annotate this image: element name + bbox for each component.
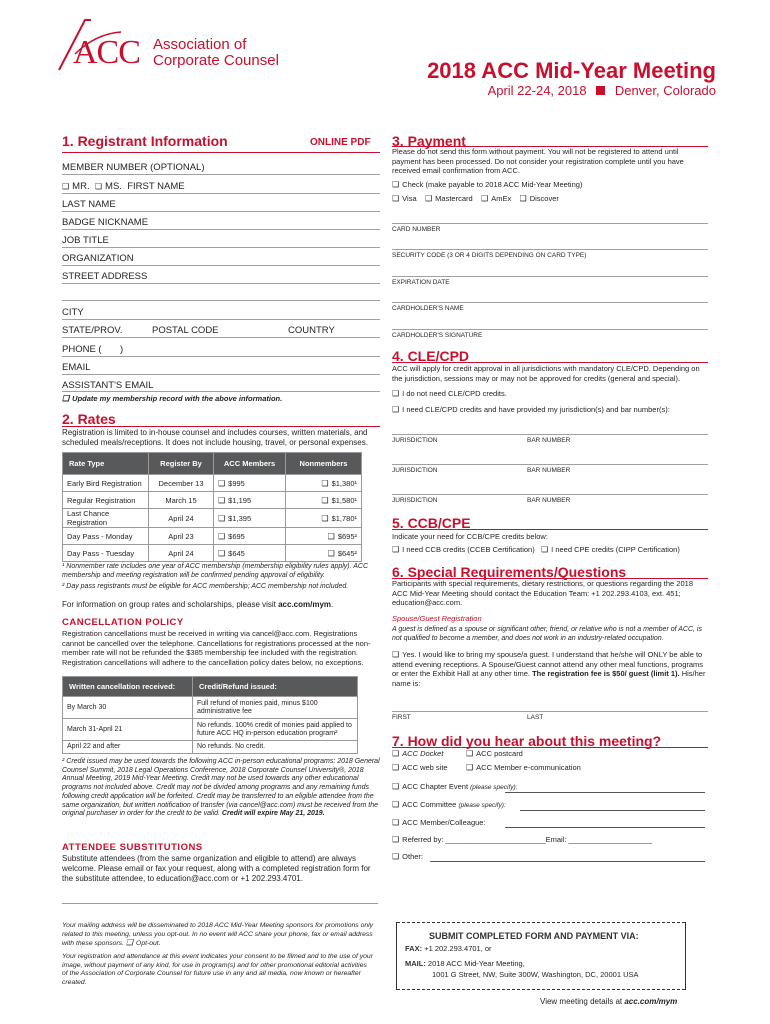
no-cle-checkbox[interactable]: ❑ [392,389,400,398]
amex-checkbox[interactable]: ❑ [481,194,489,203]
chapter-field[interactable] [505,792,705,793]
guest-first-label: FIRST [392,714,411,721]
credit-note-text: ² Credit issued may be used towards the following ACC in-person educational programs: 2018 General Counsel Summit, 2018 Legal Operations Conference, 2018 Corporate Counsel University®, 2018 Annual Meeting, 2019 Mid-Year Meeting. Credit may not be used towards any other educational programs not included above. Credit may not be divided among programs and any remaining funds following credit application will be forfeited. Credit may be transferred to an eligible attendee from the same organization, but written notification of transfer (via cancel@acc.com) must be received from the original purchaser in order for the credit to be valid. [62,758,380,818]
rate-type: Regular Registration [63,492,149,509]
mr-label: MR. [72,181,90,192]
need-cle-label: I need CLE/CPD credits and have provided my jurisdiction(s) and bar number(s): [402,405,670,414]
postcard-checkbox[interactable]: ❑ [466,749,474,758]
privacy-notice [62,922,374,949]
committee-label: ACC Committee [402,800,457,809]
group-rates-end: . [331,600,334,609]
acc-logo [55,14,285,72]
security-code-label: SECURITY CODE (3 OR 4 DIGITS DEPENDING ON CARD TYPE) [392,252,587,259]
section4-divider [392,362,708,363]
docket-label: ACC Docket [402,749,444,758]
first-name-field[interactable] [62,193,380,194]
rates-header-register-by: Register By [149,453,214,475]
check-option [392,180,582,189]
mastercard-checkbox[interactable]: ❑ [424,194,433,203]
credit-note [62,758,382,819]
rate-type: Day Pass - Tuesday [63,545,149,562]
nonmember-rate-cell [286,492,362,509]
first-name-label: FIRST NAME [127,181,185,192]
rate-type: Last Chance Registration [63,509,149,528]
committee-specify: (please specify): [458,802,506,809]
street-address-field-2[interactable] [62,300,380,301]
page-title: 2018 ACC Mid-Year Meeting [427,58,716,83]
guest-text: Yes. I would like to bring my spouse/a guest. I understand that he/she will ONLY be able to attend evening receptions. A Spouse/Guest cannot attend any other meal functions, programs or enter the Exhibit Hall at any other time. [392,650,704,678]
cancellation-table [62,676,358,754]
section2-title: 2. Rates [62,411,116,427]
cardholder-name-field[interactable] [392,302,708,303]
submit-box-top-border [397,922,685,923]
source-row-2 [392,763,448,772]
table-row [63,475,362,492]
table-row [63,741,358,754]
referred-option [392,835,652,844]
submit-box [396,922,686,990]
optout-checkbox[interactable]: ❑ [125,938,134,948]
ecomm-label: ACC Member e-communication [476,763,581,772]
chapter-checkbox[interactable]: ❑ [392,782,400,791]
credit-expiry: Credit will expire May 21, 2019. [221,810,325,818]
section5-title: 5. CCB/CPE [392,515,471,531]
group-rates-info [62,600,333,609]
nonmember-rate: $645² [337,548,357,558]
assistant-email-field[interactable] [62,391,380,392]
nonmember-rate-checkbox[interactable]: ❑ [327,531,335,541]
meeting-dates: April 22-24, 2018 [487,83,587,98]
meeting-dates-location [488,83,716,98]
cardholder-signature-field[interactable] [392,329,708,330]
expiration-date-label: EXPIRATION DATE [392,279,450,286]
amex-label: AmEx [491,194,512,203]
badge-nickname-field[interactable] [62,229,380,230]
ccb-text: Indicate your need for CCB/CPE credits below: [392,532,548,541]
logo-org-line1: Association of [153,36,247,53]
nonmember-rate-cell [286,509,362,528]
colleague-field[interactable] [505,827,705,828]
rates-note-2: ² Day pass registrants must be eligible for ACC membership; ACC membership not included. [62,583,349,590]
state-label: STATE/PROV. [62,325,123,336]
section7-divider [392,747,708,748]
jurisdiction-label: JURISDICTION [392,467,438,474]
optout-label: Opt-out. [136,940,161,948]
table-row [63,545,362,562]
member-rate-checkbox[interactable]: ❑ [218,478,226,488]
nonmember-rate-checkbox[interactable]: ❑ [321,495,329,505]
group-rates-link[interactable]: acc.com/mym [278,600,332,609]
visa-label: Visa [402,194,417,203]
mail-line-1: 2018 ACC Mid-Year Meeting, [427,959,525,968]
chapter-label: ACC Chapter Event [402,782,469,791]
view-details-link[interactable]: acc.com/mym [624,997,678,1006]
cle-text: ACC will apply for credit approval in all jurisdictions with mandatory CLE/CPD. Depending on the jurisdiction, sessions may or may not be approved for credits (general and special). [392,364,700,383]
register-by: April 23 [149,528,214,545]
privacy-text: Your mailing address will be disseminated to 2018 ACC Mid-Year Meeting sponsors for promotions only related to this meeting, unless you opt-out. In no event will ACC share your phone, fax or email address with these sponsors. [62,922,374,948]
discover-checkbox[interactable]: ❑ [519,194,527,203]
card-number-label: CARD NUMBER [392,226,441,233]
member-rate-cell [214,528,286,545]
ms-checkbox[interactable]: ❑ [94,182,103,191]
guest-fee: The registration fee is $50/ guest (limit 1). [532,669,680,678]
nonmember-rate: $1,380¹ [331,478,357,488]
member-rate-checkbox[interactable]: ❑ [218,548,226,558]
ccb-options [392,545,680,554]
member-rate-checkbox[interactable]: ❑ [218,513,226,523]
register-by: April 24 [149,509,214,528]
submit-box-bottom-border [397,989,685,990]
section6-title: 6. Special Requirements/Questions [392,564,627,580]
nonmember-rate-cell [286,545,362,562]
ccb-checkbox[interactable]: ❑ [392,545,400,554]
update-record-row [62,393,282,404]
cancel-date: April 22 and after [63,741,193,754]
card-type-options [392,194,559,203]
member-rate: $695 [228,531,245,541]
cancel-credit: No refunds. 100% credit of monies paid applied to future ACC HQ in-person education program² [193,719,358,741]
guest-name-field[interactable] [392,711,708,712]
nonmember-rate-checkbox[interactable]: ❑ [327,548,335,558]
ccb-label: I need CCB credits (CCEB Certification) [402,545,535,554]
cle-option-1 [392,389,507,398]
phone-label: PHONE ( ) [62,344,124,355]
colleague-checkbox[interactable]: ❑ [392,818,400,827]
name-row [62,181,185,192]
ecomm-checkbox[interactable]: ❑ [466,763,474,772]
table-row [63,697,358,719]
website-checkbox[interactable]: ❑ [392,763,400,772]
jurisdiction-label: JURISDICTION [392,437,438,444]
organization-label: ORGANIZATION [62,253,134,264]
committee-option [392,800,506,809]
cancel-credit: Full refund of monies paid, minus $100 administrative fee [193,697,358,719]
section1-divider [62,152,380,153]
spouse-guest-subtitle: Spouse/Guest Registration [392,614,482,623]
group-rates-text: For information on group rates and scholarships, please visit [62,600,279,609]
last-name-field[interactable] [62,211,380,212]
postcard-label: ACC postcard [476,749,523,758]
update-record-label: Update my membership record with the above information. [72,394,283,403]
section2-divider [62,426,380,427]
member-rate-cell [214,475,286,492]
member-rate: $645 [228,548,245,558]
email-field[interactable] [62,374,380,375]
cle-option-2 [392,405,670,414]
square-bullet-icon [596,86,605,95]
address-row-field[interactable] [62,337,380,338]
rates-header-type: Rate Type [63,453,149,475]
member-rate: $1,395 [228,513,252,523]
mr-checkbox[interactable]: ❑ [62,182,70,191]
section1-title: 1. Registrant Information [62,133,228,149]
other-option [392,852,423,861]
logo-acc-text: ACC [73,34,140,71]
referred-checkbox[interactable]: ❑ [392,835,400,844]
table-row [63,719,358,741]
view-details [540,997,677,1006]
fax-label: FAX: [405,944,423,953]
member-rate-cell [214,492,286,509]
guest-last-label: LAST [527,714,544,721]
docket-checkbox[interactable]: ❑ [392,749,400,758]
fax-number: +1 202.293.4701, or [424,944,492,953]
discover-label: Discover [529,194,559,203]
rates-intro: Registration is limited to in-house counsel and includes courses, written materials, and scheduled meals/receptions. It does not include housing, travel, or personal expenses. [62,428,368,447]
cancel-header-received: Written cancellation received: [63,677,193,697]
check-label: Check (make payable to 2018 ACC Mid-Year Meeting) [402,180,583,189]
no-cle-label: I do not need CLE/CPD credits. [402,389,507,398]
other-label: Other: [402,852,424,861]
postcard-option [466,749,523,758]
job-title-field[interactable] [62,247,380,248]
member-rate-cell [214,545,286,562]
security-code-field[interactable] [392,249,708,250]
register-by: April 24 [149,545,214,562]
rates-header-nonmembers: Nonmembers [286,453,362,475]
member-number-label: MEMBER NUMBER (OPTIONAL) [62,162,205,173]
other-field[interactable] [430,861,705,862]
cancel-date: March 31-April 21 [63,719,193,741]
referred-label: Referred by: ________________________Email: ____________________ [402,835,652,844]
rates-header-members: ACC Members [214,453,286,475]
jurisdiction-field-3[interactable] [392,494,708,495]
section3-title: 3. Payment [392,133,466,149]
section4-title: 4. CLE/CPD [392,348,470,364]
rate-type: Day Pass - Monday [63,528,149,545]
mail-label: MAIL: [405,959,426,968]
source-row-1 [392,749,443,758]
jurisdiction-field-2[interactable] [392,464,708,465]
footer-divider [62,903,378,904]
guest-name-prompt: His/her name is: [392,669,706,688]
colleague-option [392,818,486,827]
postal-code-label: POSTAL CODE [152,325,219,336]
section7-title: 7. How did you hear about this meeting? [392,733,662,749]
cancellation-title: CANCELLATION POLICY [62,617,184,628]
cpe-label: I need CPE credits (CIPP Certification) [551,545,680,554]
attendee-subs-title: ATTENDEE SUBSTITUTIONS [62,842,203,853]
nonmember-rate: $695² [337,531,357,541]
cancellation-text: Registration cancellations must be received in writing via cancel@acc.com. Registrations cannot be cancelled over the telephone. Cancellations for registrations processed at the non-member rate will not be refunded the $385 membership fee included with the registration. Registration cancellations will adhere to the cancellation policy dates below, no exceptions. [62,629,371,667]
table-row [63,492,362,509]
register-by: December 13 [149,475,214,492]
bar-number-label: BAR NUMBER [527,497,571,504]
member-rate: $995 [228,478,245,488]
cardholder-name-label: CARDHOLDER'S NAME [392,305,464,312]
nonmember-rate-cell [286,475,362,492]
bar-number-label: BAR NUMBER [527,467,571,474]
guest-definition: A guest is defined as a spouse or significant other, friend, or relative who is not a member of ACC, is not qualified to become a member, and does not work in an industry-related occupation. [392,626,702,642]
register-by: March 15 [149,492,214,509]
chapter-option [392,782,517,791]
street-address-field[interactable] [62,283,380,284]
cancel-header-credit: Credit/Refund issued: [193,677,358,697]
cpe-checkbox[interactable]: ❑ [540,545,549,554]
member-rate-checkbox[interactable]: ❑ [218,531,226,541]
street-address-label: STREET ADDRESS [62,271,148,282]
ecomm-option [466,763,581,772]
fax-row [405,944,492,953]
special-req-text: Participants with special requirements, dietary restrictions, or questions regarding the 2018 ACC Mid-Year Meeting should contact the Education Team: +1 202.293.4103, ext. 451; education@acc.com. [392,579,693,607]
city-label: CITY [62,307,84,318]
filming-consent: Your registration and attendance at this event indicates your consent to be filmed and to the use of your image, without payment of any kind, for use in program(s) and for other promotional editorial activities of the Association of Corporate Counsel for future use in any and all media, now known or hereafter created. [62,953,373,986]
member-number-field[interactable] [62,174,380,175]
check-checkbox[interactable]: ❑ [392,180,400,189]
phone-field[interactable] [62,356,380,357]
country-label: COUNTRY [288,325,335,336]
card-number-field[interactable] [392,223,708,224]
visa-checkbox[interactable]: ❑ [392,194,400,203]
rates-table [62,452,362,562]
email-label: EMAIL [62,362,91,373]
nonmember-rate-checkbox[interactable]: ❑ [321,513,329,523]
attendee-subs-text: Substitute attendees (from the same organization and eligible to attend) are always welcome. Please email or fax your request, along with a completed registration form for the substitute attendee, to education@acc.com or +1 202.293.4701. [62,854,371,883]
committee-field[interactable] [520,810,705,811]
guest-checkbox[interactable]: ❑ [392,650,400,659]
meeting-location: Denver, Colorado [614,83,716,98]
table-row [63,528,362,545]
nonmember-rate: $1,780¹ [331,513,357,523]
logo-org-line2: Corporate Counsel [153,52,279,69]
nonmember-rate-cell [286,528,362,545]
cardholder-signature-label: CARDHOLDER'S SIGNATURE [392,332,483,339]
nonmember-rate-checkbox[interactable]: ❑ [321,478,329,488]
payment-text: Please do not send this form without payment. You will not be registered to attend until payment has been processed. Do not consider your registration complete until you have received email confirmation from ACC. [392,147,684,175]
table-row [63,509,362,528]
mail-row [405,959,525,968]
member-rate-checkbox[interactable]: ❑ [218,495,226,505]
rate-type: Early Bird Registration [63,475,149,492]
section5-divider [392,529,708,530]
jurisdiction-field-1[interactable] [392,434,708,435]
organization-field[interactable] [62,265,380,266]
colleague-label: ACC Member/Colleague: [402,818,486,827]
chapter-specify: (please specify): [470,784,518,791]
bar-number-label: BAR NUMBER [527,437,571,444]
expiration-date-field[interactable] [392,276,708,277]
view-details-text: View meeting details at [540,997,625,1006]
online-pdf-label: ONLINE PDF [310,137,371,148]
job-title-label: JOB TITLE [62,235,109,246]
update-record-checkbox[interactable]: ❑ [62,394,70,403]
ms-label: MS. [105,181,122,192]
need-cle-checkbox[interactable]: ❑ [392,405,400,414]
committee-checkbox[interactable]: ❑ [392,800,400,809]
badge-nickname-label: BADGE NICKNAME [62,217,149,228]
other-checkbox[interactable]: ❑ [392,852,400,861]
mastercard-label: Mastercard [435,194,473,203]
cancel-credit: No refunds. No credit. [193,741,358,754]
rates-note-1: ¹ Nonmember rate includes one year of ACC membership (membership eligibility rules apply). ACC membership and meeting registration will be confirmed pending approval of eligibility. [62,563,369,579]
website-label: ACC web site [402,763,448,772]
last-name-label: LAST NAME [62,199,116,210]
assistant-email-label: ASSISTANT'S EMAIL [62,380,154,391]
member-rate: $1,195 [228,495,252,505]
member-rate-cell [214,509,286,528]
guest-option [392,650,708,688]
jurisdiction-label: JURISDICTION [392,497,438,504]
mail-line-2: 1001 G Street, NW, Suite 300W, Washington, DC, 20001 USA [432,970,639,979]
city-field[interactable] [62,319,380,320]
nonmember-rate: $1,580¹ [331,495,357,505]
cancel-date: By March 30 [63,697,193,719]
submit-title: SUBMIT COMPLETED FORM AND PAYMENT VIA: [429,931,639,941]
